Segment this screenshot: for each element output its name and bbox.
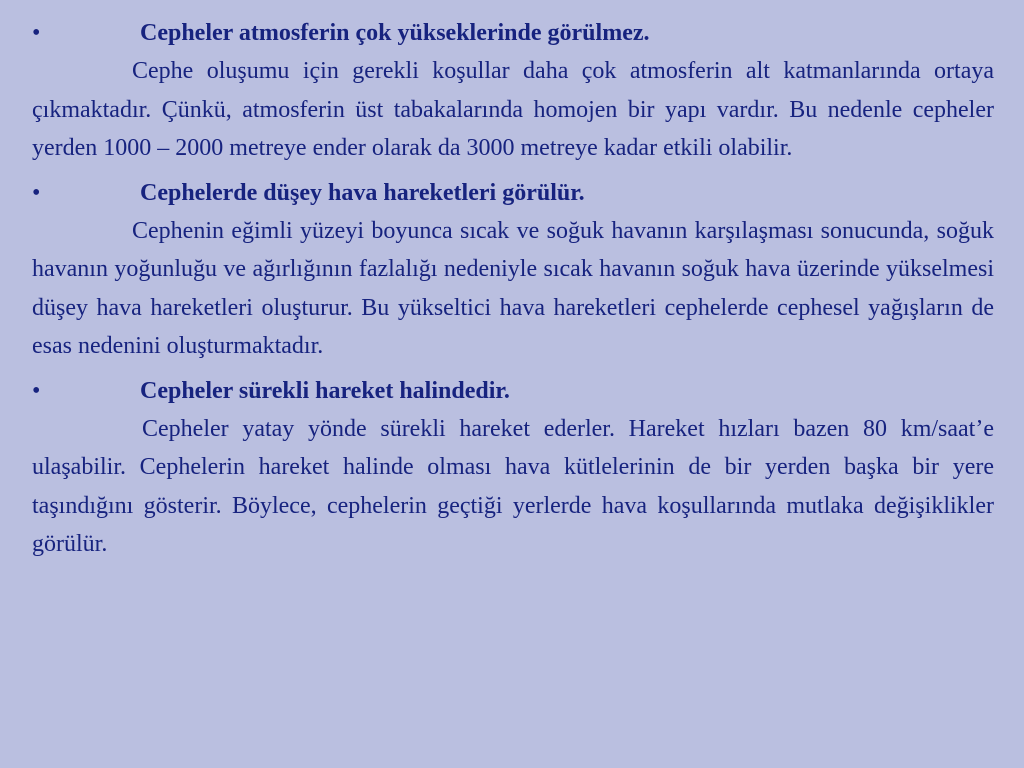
bullet-heading-3	[32, 372, 994, 410]
section-body: Cepheler yatay yönde sürekli hareket ederler. Hareket hızları bazen 80 km/saat’e ulaşabilir. Cephelerin hareket halinde olması hava kütlelerinin de bir yerden başka bir yere taşındığını gösterir. Böylece, cephelerin geçtiği yerlerde hava koşullarında mutlaka değişiklikler görülür.	[32, 415, 994, 557]
section-body: Cephenin eğimli yüzeyi boyunca sıcak ve soğuk havanın karşılaşması sonucunda, soğuk havanın yoğunluğu ve ağırlığının fazlalığı nedeniyle sıcak havanın soğuk hava üzerinde yükselmesi düşey hava hareketleri oluşturur. Bu yükseltici hava hareketleri cephelerde cephesel yağışların de esas nedenini oluşturmaktadır.	[32, 217, 994, 359]
section-2	[32, 174, 994, 366]
bullet-heading-2	[32, 174, 994, 212]
bullet-marker: •	[32, 20, 41, 46]
bullet-marker: •	[32, 377, 41, 404]
section-body: Cephe oluşumu için gerekli koşullar daha çok atmosferin alt katmanlarında ortaya çıkmaktadır. Çünkü, atmosferin üst tabakalarında homojen bir yapı vardır. Bu nedenle cepheler yerden 1000 – 2000 metreye ender olarak da 3000 metreye kadar etkili olabilir.	[32, 58, 994, 161]
section-1	[32, 14, 994, 168]
section-3	[32, 372, 994, 564]
section-heading: Cepheler atmosferin çok yükseklerinde görülmez.	[140, 20, 650, 46]
section-heading: Cepheler sürekli hareket halindedir.	[140, 377, 510, 404]
bullet-heading-1	[32, 14, 994, 52]
section-heading: Cephelerde düşey hava hareketleri görülür.	[140, 179, 585, 206]
bullet-marker: •	[32, 179, 41, 206]
